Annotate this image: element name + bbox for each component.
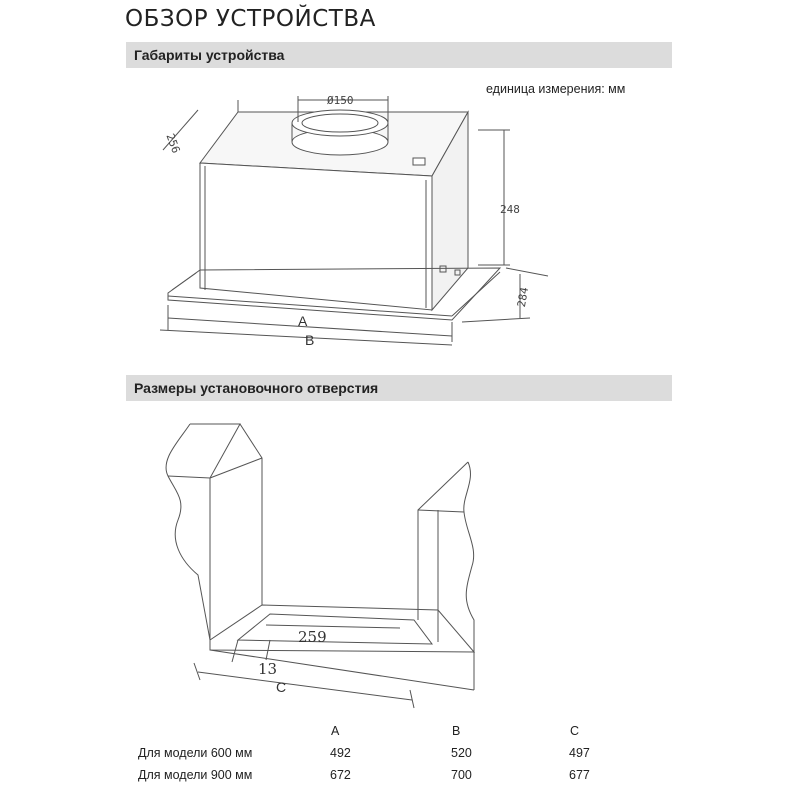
table-cell: 520 xyxy=(451,746,472,760)
dimension-b-label: B xyxy=(305,332,315,348)
unit-note: единица измерения: мм xyxy=(486,82,626,96)
table-header-b: B xyxy=(452,724,461,738)
right-panel-outline xyxy=(464,462,474,690)
inner-dimension-label: 259 xyxy=(298,628,327,646)
left-panel-outline xyxy=(166,424,210,640)
offset-dimension-label: 13 xyxy=(258,660,278,678)
dimension-a-label: A xyxy=(298,313,308,329)
page-title: ОБЗОР УСТРОЙСТВА xyxy=(125,6,376,32)
diameter-label: Ø150 xyxy=(327,94,354,107)
table-cell: 672 xyxy=(330,768,351,782)
table-cell: 492 xyxy=(330,746,351,760)
table-row-label: Для модели 900 мм xyxy=(138,768,253,782)
table-cell: 497 xyxy=(569,746,590,760)
depth-bottom-label: 284 xyxy=(514,286,532,309)
bottom-panel xyxy=(210,605,474,652)
table-cell: 700 xyxy=(451,768,472,782)
table-header-c: C xyxy=(570,724,580,738)
section-heading: Габариты устройства xyxy=(134,47,285,63)
cutout-opening xyxy=(238,614,432,644)
section-heading: Размеры установочного отверстия xyxy=(134,380,379,396)
table-header-a: A xyxy=(331,724,340,738)
dimension-c-label: C xyxy=(276,679,287,695)
height-label: 248 xyxy=(500,203,520,216)
table-cell: 677 xyxy=(569,768,590,782)
depth-top-label: 256 xyxy=(163,131,183,156)
table-row-label: Для модели 600 мм xyxy=(138,746,253,760)
